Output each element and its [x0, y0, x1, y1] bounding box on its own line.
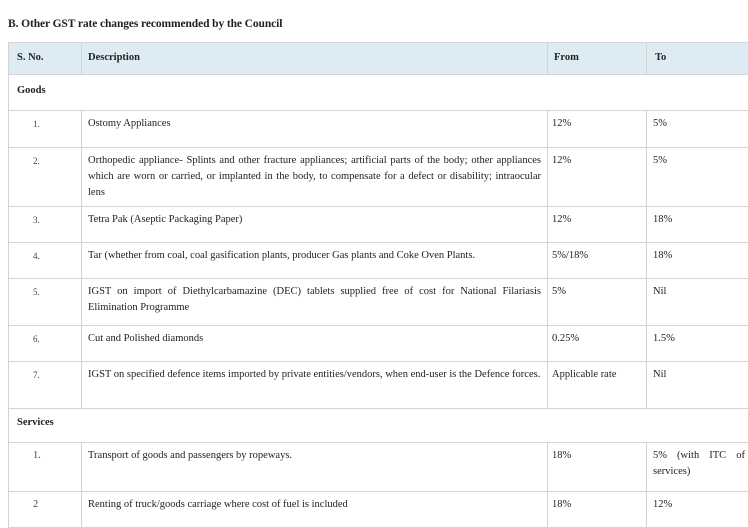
cell-description: IGST on specified defence items imported by private entities/vendors, when end-user is the Defence forces.: [82, 362, 548, 409]
cell-description: Cut and Polished diamonds: [82, 326, 548, 362]
section-row-goods: [9, 75, 748, 111]
cell-from: 12%: [548, 207, 647, 243]
cell-from: Applicable rate: [548, 362, 647, 409]
cell-from: 0.25%: [548, 326, 647, 362]
table-row: [9, 443, 748, 492]
section-row-services: [9, 409, 748, 443]
cell-from: 5%/18%: [548, 243, 647, 279]
cell-description: Ostomy Appliances: [82, 111, 548, 148]
header-to: To: [647, 43, 748, 75]
cell-description: Tetra Pak (Aseptic Packaging Paper): [82, 207, 548, 243]
table-row: [9, 362, 748, 409]
table-row: [9, 148, 748, 207]
cell-sno: 2: [9, 492, 82, 528]
cell-sno: 7.: [9, 362, 82, 409]
cell-sno: 3.: [9, 207, 82, 243]
gst-rate-table: [8, 42, 748, 528]
header-sno: S. No.: [9, 43, 82, 75]
cell-sno: 5.: [9, 279, 82, 326]
cell-description: IGST on import of Diethylcarbamazine (DEC) tablets supplied free of cost for National Filariasis Elimination Programme: [82, 279, 548, 326]
cell-from: 18%: [548, 443, 647, 492]
cell-sno: 2.: [9, 148, 82, 207]
cell-to: 1.5%: [647, 326, 748, 362]
header-description: Description: [82, 43, 548, 75]
cell-sno: 1.: [9, 111, 82, 148]
table-header-row: [9, 43, 748, 75]
cell-from: 12%: [548, 148, 647, 207]
cell-to: 5%: [647, 111, 748, 148]
cell-from: 18%: [548, 492, 647, 528]
cell-from: 12%: [548, 111, 647, 148]
cell-to: 18%: [647, 207, 748, 243]
table-row: [9, 111, 748, 148]
cell-from: 5%: [548, 279, 647, 326]
section-title: B. Other GST rate changes recommended by the Council: [8, 18, 282, 30]
cell-sno: 6.: [9, 326, 82, 362]
section-label-goods: Goods: [9, 75, 748, 111]
table-row: [9, 326, 748, 362]
table-row: [9, 279, 748, 326]
table-row: [9, 492, 748, 528]
cell-description: Transport of goods and passengers by ropeways.: [82, 443, 548, 492]
cell-description: Renting of truck/goods carriage where cost of fuel is included: [82, 492, 548, 528]
cell-to: Nil: [647, 362, 748, 409]
cell-description: Orthopedic appliance- Splints and other fracture appliances; artificial parts of the body; other appliances which are worn or carried, or implanted in the body, to compensate for a defect or disability; intraocular lens: [82, 148, 548, 207]
cell-sno: 4.: [9, 243, 82, 279]
cell-to: 18%: [647, 243, 748, 279]
cell-to: 5% (with ITC of services): [647, 443, 748, 492]
cell-description: Tar (whether from coal, coal gasification plants, producer Gas plants and Coke Oven Plants.: [82, 243, 548, 279]
cell-to: 12%: [647, 492, 748, 528]
cell-sno: 1.: [9, 443, 82, 492]
section-label-services: Services: [9, 409, 748, 443]
table-row: [9, 207, 748, 243]
table-row: [9, 243, 748, 279]
cell-to: 5%: [647, 148, 748, 207]
header-from: From: [548, 43, 647, 75]
cell-to: Nil: [647, 279, 748, 326]
